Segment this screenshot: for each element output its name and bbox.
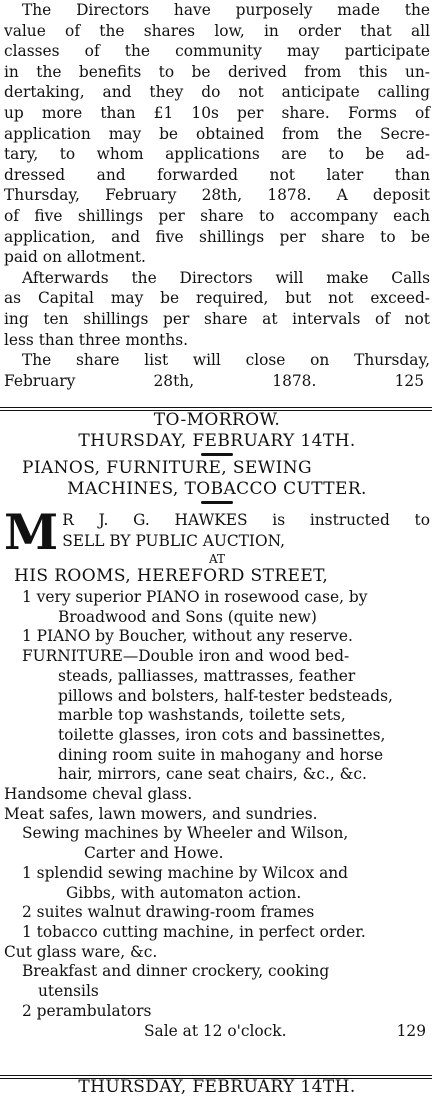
list-item: steads, palliasses, mattrasses, feather [58, 666, 356, 685]
text-line: The Directors have purposely made the [22, 1, 430, 19]
list-item: Breakfast and dinner crockery, cooking [22, 962, 330, 981]
items-heading-line-2: MACHINES, TOBACCO CUTTER. [67, 479, 367, 499]
text-line: less than three months. [4, 330, 189, 349]
list-item: 2 suites walnut drawing-room frames [22, 903, 315, 922]
tomorrow-heading: TO-MORROW. [153, 410, 281, 430]
list-item: marble top washstands, toilette sets, [58, 706, 346, 725]
list-item: Gibbs, with automaton action. [66, 883, 302, 902]
text-line: dertaking, and they do not anticipate calling [4, 83, 430, 102]
text-line: R J. G. HAWKES is instructed to [62, 511, 430, 529]
auction-intro [4, 510, 430, 552]
next-notice [4, 1077, 430, 1098]
list-item: 1 very superior PIANO in rosewood case, by [22, 588, 368, 606]
ornamental-dash [201, 453, 233, 456]
ornamental-dash [201, 501, 233, 504]
list-item: Meat safes, lawn mowers, and sundries. [4, 804, 318, 823]
text-line: Thursday, February 28th, 1878. A deposit [4, 186, 430, 205]
prospectus-paragraph [4, 0, 430, 268]
list-item: FURNITURE—Double iron and wood bed- [22, 647, 350, 666]
text-line: up more than £1 10s per share. Forms of [4, 103, 430, 122]
list-item: hair, mirrors, cane seat chairs, &c., &c. [58, 765, 367, 784]
text-line: Afterwards the Directors will make Calls [22, 268, 430, 287]
prospectus-notice [4, 0, 430, 391]
text-line: classes of the community may participate [4, 42, 430, 61]
list-item: utensils [38, 982, 99, 1001]
reference-number: 129 [396, 1022, 426, 1041]
sale-line [4, 1021, 430, 1042]
list-item: Cut glass ware, &c. [4, 942, 158, 961]
calls-paragraph [4, 268, 430, 350]
list-item: 1 splendid sewing machine by Wilcox and [22, 863, 349, 882]
reference-number: 125 [394, 371, 424, 390]
list-item: Broadwood and Sons (quite new) [58, 607, 317, 626]
share-list-paragraph [4, 350, 430, 391]
list-item: toilette glasses, iron cots and bassinettes, [58, 725, 386, 744]
list-item: 1 tobacco cutting machine, in perfect order. [22, 922, 366, 941]
text-line: tary, to whom applications are to be ad- [4, 145, 430, 164]
share-list-date: February 28th, 1878. [4, 371, 317, 390]
list-item: 2 perambulators [22, 1001, 152, 1020]
text-line: dressed and forwarded not later than [4, 165, 430, 184]
items-heading-line-1 [4, 458, 430, 479]
date-heading: THURSDAY, FEBRUARY 14TH. [78, 1077, 356, 1097]
list-item: dining room suite in mahogany and horse [58, 745, 384, 764]
auction-notice [4, 410, 430, 1042]
venue-heading: HIS ROOMS, HEREFORD STREET, [14, 566, 329, 586]
date-heading: THURSDAY, FEBRUARY 14TH. [78, 431, 356, 451]
text-line: of five shillings per share to accompany each [4, 206, 430, 225]
items-heading-text: PIANOS, FURNITURE, SEWING [22, 458, 312, 478]
sale-time: Sale at 12 o'clock. [144, 1022, 287, 1041]
list-item: 1 PIANO by Boucher, without any reserve. [22, 627, 353, 646]
text-line: The share list will close on Thursday, [22, 351, 430, 370]
list-item: pillows and bolsters, half-tester bedsteads, [58, 686, 393, 705]
share-list-closing-line [4, 371, 430, 392]
drop-cap: M [4, 510, 59, 552]
list-item: Sewing machines by Wheeler and Wilson, [22, 824, 349, 843]
text-line: SELL BY PUBLIC AUCTION, [62, 531, 285, 550]
text-line: paid on allotment. [4, 248, 146, 267]
text-line: value of the shares low, in order that all [4, 21, 430, 40]
text-line: application, and five shillings per share to be [4, 227, 430, 246]
text-line: in the benefits to be derived from this un- [4, 62, 430, 81]
text-line: ing ten shillings per share at intervals of not [4, 309, 430, 328]
lot-list [4, 588, 430, 1021]
text-line: application may be obtained from the Secre- [4, 124, 430, 143]
list-item: Handsome cheval glass. [4, 785, 193, 804]
list-item: Carter and Howe. [84, 844, 224, 863]
text-line: as Capital may be required, but not exceed- [4, 289, 430, 308]
at-label: AT [208, 552, 225, 566]
